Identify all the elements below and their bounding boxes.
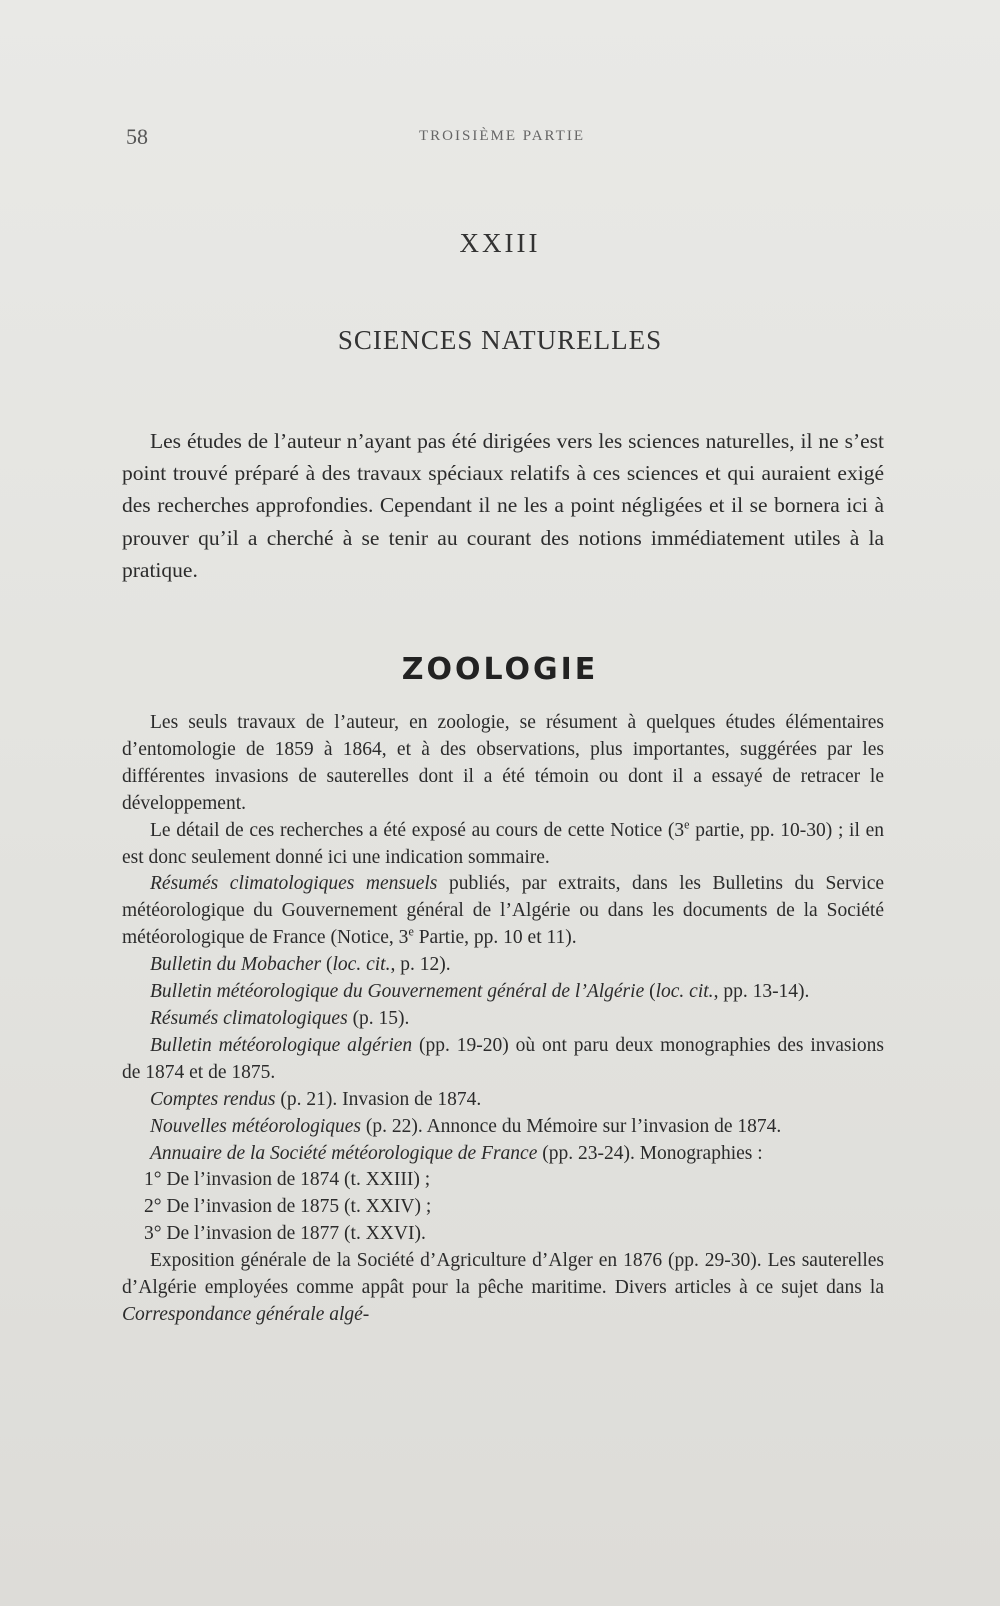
paragraph-9-text: (p. 22). Annonce du Mémoire sur l’invasion de 1874.: [361, 1115, 782, 1137]
publication-title: Résumés climatologiques: [150, 1007, 348, 1029]
paragraph-5-text-b: , pp. 13-14).: [713, 981, 810, 1003]
main-text: [122, 710, 884, 1329]
list-item: 1° De l’invasion de 1874 (t. XXIII) ;: [144, 1169, 431, 1191]
list-item: 2° De l’invasion de 1875 (t. XXIV) ;: [144, 1196, 432, 1218]
chapter-number: XXIII: [459, 228, 541, 258]
publication-title: Bulletin du Mobacher: [150, 954, 322, 976]
page-header: [126, 124, 878, 152]
paragraph-4-text-a: (: [321, 954, 333, 976]
paragraph-10-text: (pp. 23-24). Monographies :: [537, 1142, 763, 1164]
paragraph-6-text: (p. 15).: [347, 1007, 410, 1029]
paragraph-5: [122, 979, 884, 1006]
publication-title: Résumés climatologiques mensuels: [150, 873, 438, 895]
paragraph-8: [122, 1087, 884, 1114]
publication-title: Nouvelles météorologiques: [150, 1115, 362, 1137]
paragraph-3-text-a: publiés, par extraits, dans les Bulletins du Service météorologique du Gouvernement général de l’Algérie ou dans les documents de la Société météorologique de France (Notice, 3: [122, 873, 885, 949]
ordinal-superscript: e: [408, 924, 414, 939]
paragraph-10: [122, 1141, 884, 1168]
chapter-title: SCIENCES NATURELLES: [337, 325, 663, 355]
list-item: 3° De l’invasion de 1877 (t. XXVI).: [144, 1223, 426, 1245]
paragraph-6: [122, 1006, 884, 1033]
paragraph-4-text-b: , p. 12).: [390, 954, 451, 976]
paragraph-11-text: Exposition générale de la Société d’Agriculture d’Alger en 1876 (pp. 29-30). Les sauterelles d’Algérie employées comme appât pour la pêche maritime. Divers articles à ce sujet dans la: [122, 1250, 884, 1299]
paragraph-1: Les seuls travaux de l’auteur, en zoologie, se résument à quelques études élémentaires d’entomologie de 1859 à 1864, et à des observations, plus importantes, suggérées par les différentes invasions de sauterelles dont il a été témoin ou dont il a essayé de retracer le développement.: [122, 712, 884, 814]
section-title: ZOOLOGIE: [401, 652, 599, 687]
paragraph-7: [122, 1033, 884, 1087]
intro-paragraph: Les études de l’auteur n’ayant pas été dirigées vers les sciences naturelles, il ne s’est point trouvé préparé à des travaux spéciaux relatifs à ces sciences et qui auraient exigé des recherches approfondies. Cependant il ne les a point négligées et il se bornera ici à prouver qu’il a cherché à se tenir au courant des notions immédiatement utiles à la pratique.: [122, 429, 884, 582]
publication-title: Bulletin météorologique du Gouvernement général de l’Algérie: [150, 981, 645, 1003]
running-title: TROISIÈME PARTIE: [419, 128, 585, 144]
paragraph-2: [122, 818, 884, 872]
paragraph-9: [122, 1114, 884, 1141]
publication-title: Annuaire de la Société météorologique de France: [150, 1142, 538, 1164]
paragraph-3: [122, 871, 884, 952]
page-number: 58: [126, 124, 148, 149]
paragraph-3-text-b: Partie, pp. 10 et 11).: [413, 927, 577, 949]
paragraph-5-text-a: (: [644, 981, 656, 1003]
ordinal-superscript: e: [684, 817, 690, 832]
loc-cit: loc. cit.: [655, 981, 714, 1003]
publication-title: Comptes rendus: [150, 1088, 276, 1110]
intro-block: [122, 425, 884, 586]
paragraph-8-text: (p. 21). Invasion de 1874.: [275, 1088, 482, 1110]
loc-cit: loc. cit.: [332, 954, 391, 976]
paragraph-2-text-a: Le détail de ces recherches a été exposé au cours de cette Notice (3: [150, 819, 685, 841]
publication-title: Correspondance générale algé-: [122, 1303, 370, 1325]
paragraph-2-text-b: partie, pp. 10-30) ; il en est donc seulement donné ici une indication sommaire.: [122, 819, 884, 868]
paragraph-4: [122, 952, 884, 979]
paragraph-11: [122, 1248, 884, 1329]
publication-title: Bulletin météorologique algérien: [150, 1034, 413, 1056]
paragraph-7-text: (pp. 19-20) où ont paru deux monographies des invasions de 1874 et de 1875.: [122, 1034, 884, 1083]
